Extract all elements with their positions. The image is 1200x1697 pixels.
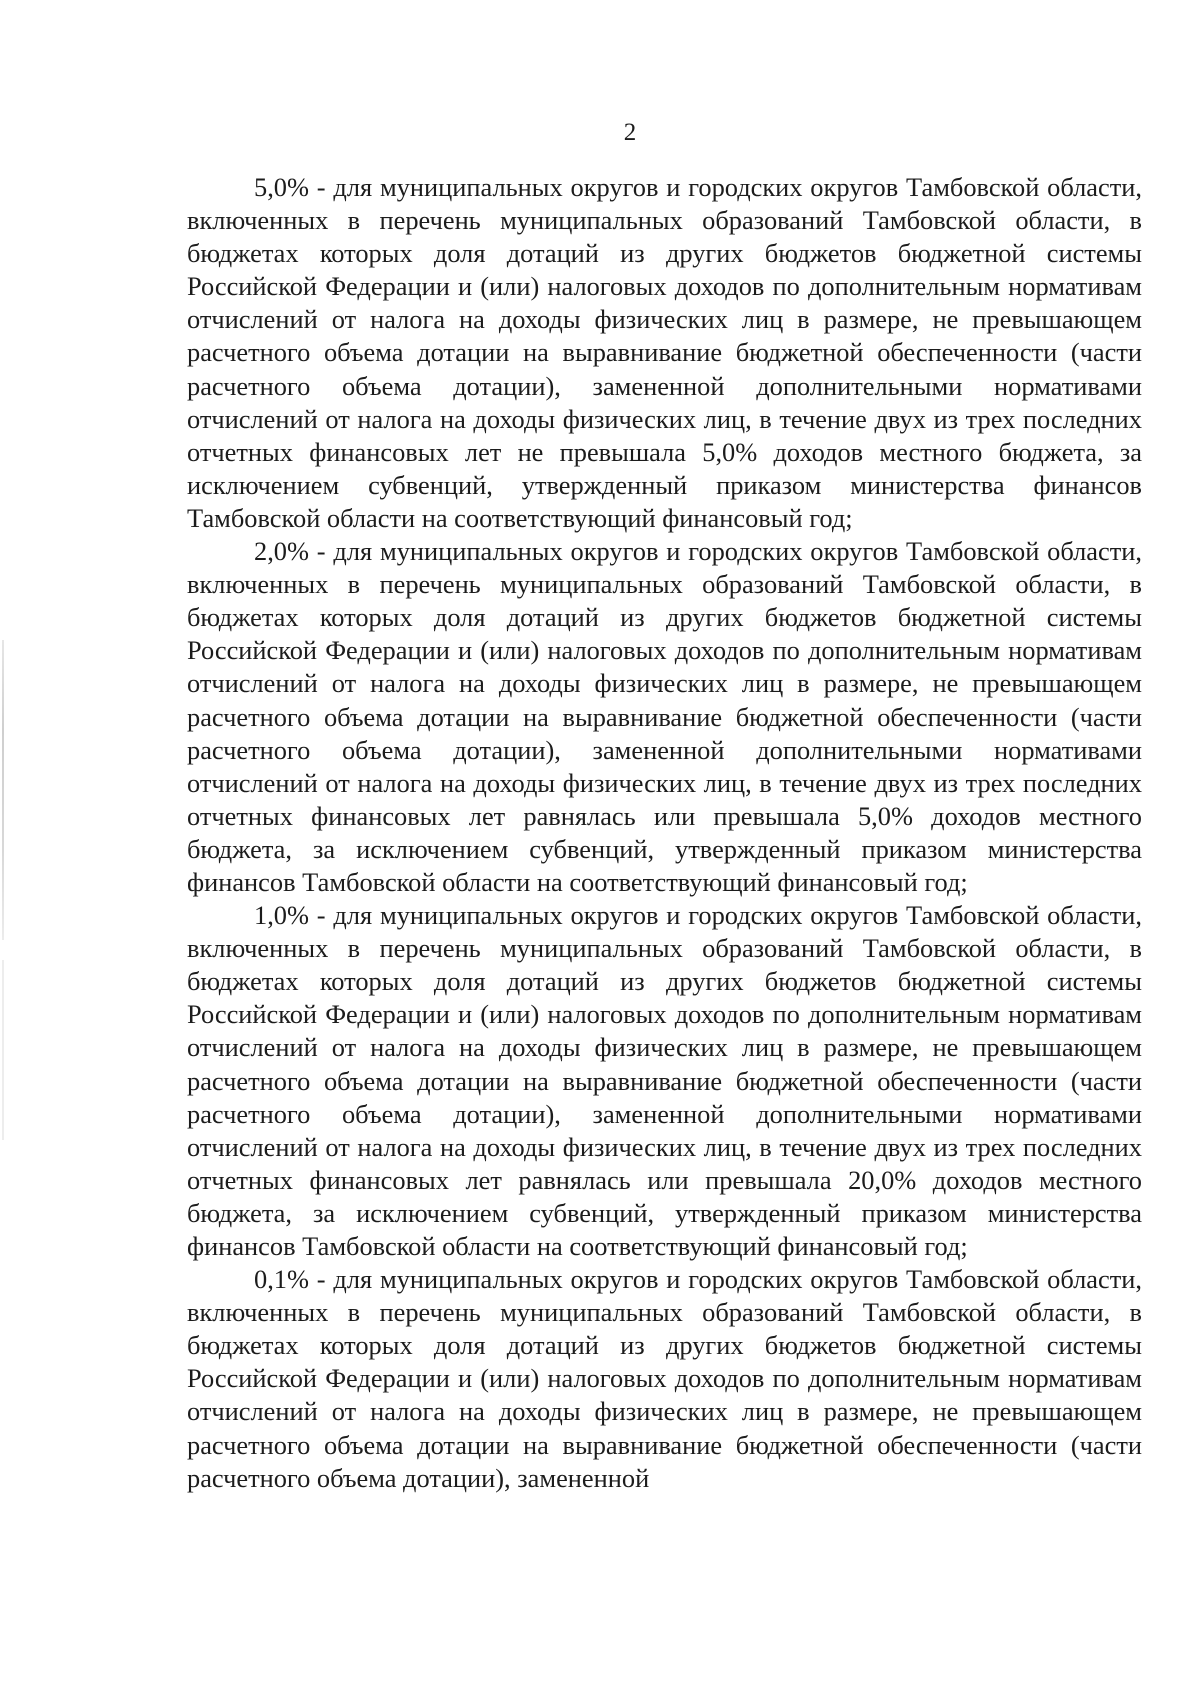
- paragraph-rate-1-0: 1,0% - для муниципальных округов и городских округов Тамбовской области, включенных в перечень муниципальных образований Тамбовской области, в бюджетах которых доля дотаций из других бюджетов бюджетной системы Российской Федерации и (или) налоговых доходов по дополнительным нормативам отчислений от налога на доходы физических лиц в размере, не превышающем расчетного объема дотации на выравнивание бюджетной обеспеченности (части расчетного объема дотации), замененной дополнительными нормативами отчислений от налога на доходы физических лиц, в течение двух из трех последних отчетных финансовых лет равнялась или превышала 20,0% доходов местного бюджета, за исключением субвенций, утвержденный приказом министерства финансов Тамбовской области на соответствующий финансовый год;: [187, 900, 1142, 1261]
- scan-edge-mark: [2, 640, 4, 940]
- page-number: 2: [623, 119, 637, 146]
- paragraph-rate-5-0: 5,0% - для муниципальных округов и городских округов Тамбовской области, включенных в перечень муниципальных образований Тамбовской области, в бюджетах которых доля дотаций из других бюджетов бюджетной системы Российской Федерации и (или) налоговых доходов по дополнительным нормативам отчислений от налога на доходы физических лиц в размере, не превышающем расчетного объема дотации на выравнивание бюджетной обеспеченности (части расчетного объема дотации), замененной дополнительными нормативами отчислений от налога на доходы физических лиц, в течение двух из трех последних отчетных финансовых лет не превышала 5,0% доходов местного бюджета, за исключением субвенций, утвержденный приказом министерства финансов Тамбовской области на соответствующий финансовый год;: [187, 172, 1142, 533]
- document-body: [187, 171, 1142, 1495]
- paragraph-rate-2-0: 2,0% - для муниципальных округов и городских округов Тамбовской области, включенных в перечень муниципальных образований Тамбовской области, в бюджетах которых доля дотаций из других бюджетов бюджетной системы Российской Федерации и (или) налоговых доходов по дополнительным нормативам отчислений от налога на доходы физических лиц в размере, не превышающем расчетного объема дотации на выравнивание бюджетной обеспеченности (части расчетного объема дотации), замененной дополнительными нормативами отчислений от налога на доходы физических лиц, в течение двух из трех последних отчетных финансовых лет равнялась или превышала 5,0% доходов местного бюджета, за исключением субвенций, утвержденный приказом министерства финансов Тамбовской области на соответствующий финансовый год;: [187, 536, 1142, 897]
- paragraph-rate-0-1: 0,1% - для муниципальных округов и городских округов Тамбовской области, включенных в перечень муниципальных образований Тамбовской области, в бюджетах которых доля дотаций из других бюджетов бюджетной системы Российской Федерации и (или) налоговых доходов по дополнительным нормативам отчислений от налога на доходы физических лиц в размере, не превышающем расчетного объема дотации на выравнивание бюджетной обеспеченности (части расчетного объема дотации), замененной: [187, 1264, 1142, 1493]
- scan-edge-mark-faint: [2, 960, 4, 1140]
